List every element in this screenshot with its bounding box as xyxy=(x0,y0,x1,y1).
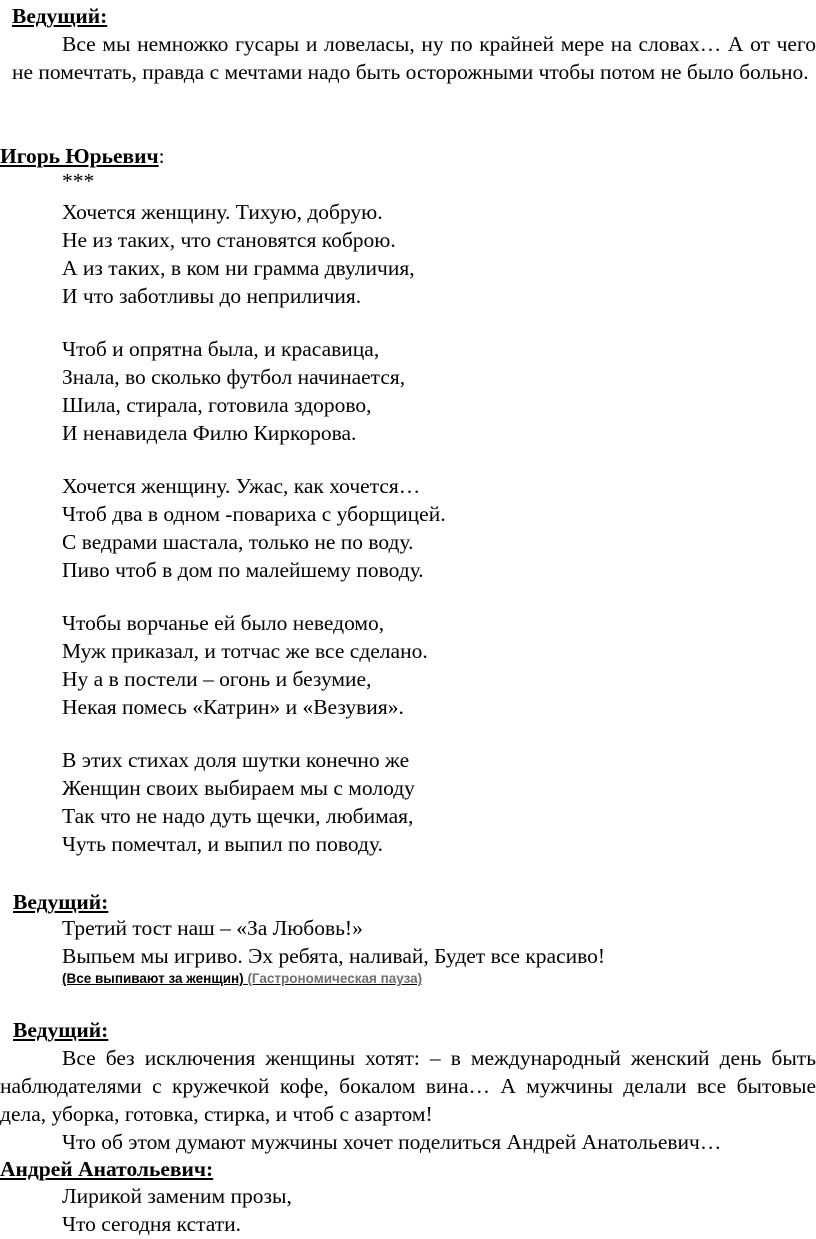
stage-direction-drink: (Все выпивают за женщин) xyxy=(62,971,244,986)
poem-line: Хочется женщину. Тихую, добрую. xyxy=(62,200,383,224)
poem-line: Чтобы ворчанье ей было неведомо, xyxy=(62,611,385,635)
host-intro-paragraph: Все мы немножко гусары и ловеласы, ну по крайней мере на словах… А от чего не помечтать, правда с мечтами надо быть осторожными чтобы потом не было больно. xyxy=(12,32,816,84)
poem-asterisks: *** xyxy=(62,169,95,193)
poem-line: Не из таких, что становятся коброю. xyxy=(62,228,396,252)
poem-line: И что заботливы до неприличия. xyxy=(62,284,362,308)
toast-line: Третий тост наш – «За Любовь!» xyxy=(62,916,363,940)
speaker-host-2: Ведущий: xyxy=(13,890,109,914)
stage-direction-pause: (Гастрономическая пауза) xyxy=(247,971,423,986)
poem-line: Знала, во сколько футбол начинается, xyxy=(62,365,406,389)
speaker-host-3: Ведущий: xyxy=(13,1018,109,1042)
poem-line: А из таких, в ком ни грамма двуличия, xyxy=(62,256,415,280)
poem-line: В этих стихах доля шутки конечно же xyxy=(62,748,410,772)
speaker-host-1: Ведущий: xyxy=(12,4,108,28)
poem-line: Женщин своих выбираем мы с молоду xyxy=(62,776,415,800)
poem-line: С ведрами шастала, только не по воду. xyxy=(62,530,414,554)
speaker-line-igor xyxy=(0,142,165,170)
speaker-igor: Игорь Юрьевич xyxy=(0,144,159,168)
stage-direction xyxy=(62,970,422,988)
poem-line: И ненавидела Филю Киркорова. xyxy=(62,421,357,445)
poem-line: Муж приказал, и тотчас же все сделано. xyxy=(62,639,428,663)
host-handoff-line: Что об этом думают мужчины хочет поделиться Андрей Анатольевич… xyxy=(62,1130,722,1154)
andrey-poem-line: Лирикой заменим прозы, xyxy=(62,1184,292,1208)
poem-line: Шила, стирала, готовила здорово, xyxy=(62,393,372,417)
poem-line: Чтоб два в одном -повариха с уборщицей. xyxy=(62,502,446,526)
toast-line: Выпьем мы игриво. Эх ребята, наливай, Будет все красиво! xyxy=(62,944,606,968)
speaker-andrey: Андрей Анатольевич: xyxy=(0,1157,214,1181)
poem-line: Чтоб и опрятна была, и красавица, xyxy=(62,337,380,361)
andrey-poem-line: Что сегодня кстати. xyxy=(62,1212,242,1236)
poem-line: Так что не надо дуть щечки, любимая, xyxy=(62,804,414,828)
poem-line: Хочется женщину. Ужас, как хочется… xyxy=(62,474,421,498)
poem-line: Чуть помечтал, и выпил по поводу. xyxy=(62,832,383,856)
poem-line: Пиво чтоб в дом по малейшему поводу. xyxy=(62,558,424,582)
host-wish-paragraph: Все без исключения женщины хотят: – в международный женский день быть наблюдателями с кружечкой кофе, бокалом вина… А мужчины делали все бытовые дела, уборка, готовка, стирка, и чтоб с азартом! xyxy=(0,1046,816,1126)
poem-line: Ну а в постели – огонь и безумие, xyxy=(62,667,372,691)
poem-line: Некая помесь «Катрин» и «Везувия». xyxy=(62,695,404,719)
speaker-colon: : xyxy=(158,144,165,168)
